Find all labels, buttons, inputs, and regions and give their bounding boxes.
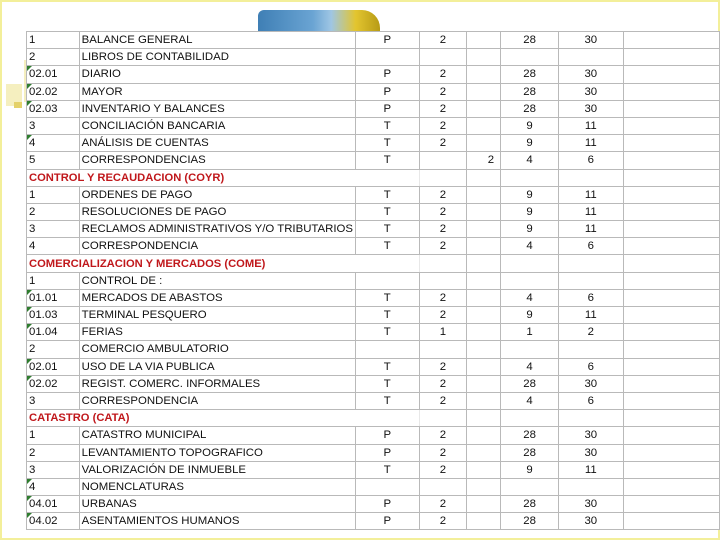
empty-cell	[623, 358, 719, 375]
description-cell: TERMINAL PESQUERO	[79, 307, 355, 324]
value-b-cell	[467, 324, 501, 341]
code-text: 4	[29, 137, 36, 150]
table-row	[27, 152, 720, 169]
code-cell	[27, 392, 80, 409]
type-cell: T	[355, 375, 419, 392]
value-c-cell	[501, 272, 559, 289]
code-cell	[27, 427, 80, 444]
type-cell: T	[355, 221, 419, 238]
value-b-cell	[467, 478, 501, 495]
section-header-row	[27, 410, 720, 427]
description-cell: NOMENCLATURAS	[79, 478, 355, 495]
empty-cell	[623, 410, 719, 427]
value-b-cell	[467, 32, 501, 49]
empty-cell	[623, 375, 719, 392]
description-cell: INVENTARIO Y BALANCES	[79, 100, 355, 117]
code-text: 1	[29, 274, 36, 287]
description-cell: VALORIZACIÓN DE INMUEBLE	[79, 461, 355, 478]
code-text: 2	[29, 446, 36, 459]
value-c-cell: 28	[501, 427, 559, 444]
value-a-cell: 2	[419, 135, 467, 152]
value-b-cell	[467, 461, 501, 478]
table-row	[27, 83, 720, 100]
value-a-cell: 2	[419, 83, 467, 100]
records-table	[26, 31, 720, 530]
value-b-cell	[467, 66, 501, 83]
table-row	[27, 32, 720, 49]
value-a-cell: 2	[419, 100, 467, 117]
value-d-cell: 11	[559, 203, 623, 220]
value-a-cell: 1	[419, 324, 467, 341]
type-cell	[355, 49, 419, 66]
value-d-cell: 30	[559, 375, 623, 392]
code-text: 3	[29, 120, 36, 133]
cell-comment-marker-icon	[27, 307, 32, 312]
table-row	[27, 186, 720, 203]
value-b-cell	[467, 496, 501, 513]
section-title: CONTROL Y RECAUDACION (COYR)	[27, 169, 420, 186]
empty-cell	[623, 169, 719, 186]
empty-cell	[623, 221, 719, 238]
type-cell: P	[355, 100, 419, 117]
value-d-cell	[559, 255, 623, 272]
description-cell: COMERCIO AMBULATORIO	[79, 341, 355, 358]
empty-cell	[623, 66, 719, 83]
code-cell	[27, 478, 80, 495]
type-cell: T	[355, 152, 419, 169]
value-b-cell	[467, 375, 501, 392]
empty-cell	[623, 324, 719, 341]
description-cell: LIBROS DE CONTABILIDAD	[79, 49, 355, 66]
code-text: 04.01	[29, 498, 58, 511]
value-c-cell	[501, 478, 559, 495]
description-cell: MERCADOS DE ABASTOS	[79, 289, 355, 306]
section-header-row	[27, 169, 720, 186]
cell-comment-marker-icon	[27, 479, 32, 484]
code-cell	[27, 100, 80, 117]
code-text: 2	[29, 51, 36, 64]
value-b-cell	[467, 410, 501, 427]
code-text: 02.03	[29, 102, 58, 115]
code-cell	[27, 358, 80, 375]
value-b-cell	[467, 255, 501, 272]
description-cell: ASENTAMIENTOS HUMANOS	[79, 513, 355, 530]
value-b-cell	[467, 307, 501, 324]
value-a-cell: 2	[419, 496, 467, 513]
type-cell	[355, 272, 419, 289]
value-d-cell	[559, 272, 623, 289]
empty-cell	[623, 478, 719, 495]
type-cell	[355, 478, 419, 495]
code-text: 2	[29, 343, 36, 356]
code-text: 04.02	[29, 515, 58, 528]
empty-cell	[623, 255, 719, 272]
value-a-cell	[419, 341, 467, 358]
section-header-row	[27, 255, 720, 272]
table-row	[27, 272, 720, 289]
empty-cell	[623, 272, 719, 289]
cell-comment-marker-icon	[27, 84, 32, 89]
value-a-cell: 2	[419, 66, 467, 83]
value-a-cell: 2	[419, 186, 467, 203]
value-a-cell: 2	[419, 238, 467, 255]
value-d-cell	[559, 478, 623, 495]
value-d-cell	[559, 49, 623, 66]
value-b-cell	[467, 392, 501, 409]
table-row	[27, 341, 720, 358]
code-text: 3	[29, 223, 36, 236]
empty-cell	[623, 496, 719, 513]
type-cell: T	[355, 392, 419, 409]
value-b-cell	[467, 186, 501, 203]
empty-cell	[623, 135, 719, 152]
value-d-cell: 30	[559, 83, 623, 100]
code-text: 4	[29, 240, 36, 253]
value-d-cell: 30	[559, 444, 623, 461]
code-text: 1	[29, 34, 36, 47]
code-cell	[27, 272, 80, 289]
value-d-cell: 30	[559, 66, 623, 83]
value-c-cell	[501, 341, 559, 358]
table-row	[27, 100, 720, 117]
value-c-cell: 4	[501, 152, 559, 169]
table-row	[27, 461, 720, 478]
value-a-cell: 2	[419, 392, 467, 409]
description-cell: MAYOR	[79, 83, 355, 100]
value-a-cell: 2	[419, 117, 467, 134]
empty-cell	[623, 49, 719, 66]
empty-cell	[623, 461, 719, 478]
table-row	[27, 478, 720, 495]
empty-cell	[623, 513, 719, 530]
table-row	[27, 307, 720, 324]
type-cell: T	[355, 358, 419, 375]
value-d-cell	[559, 169, 623, 186]
code-text: 02.01	[29, 360, 58, 373]
value-c-cell	[501, 49, 559, 66]
code-cell	[27, 289, 80, 306]
table-row	[27, 375, 720, 392]
empty-cell	[623, 444, 719, 461]
empty-cell	[623, 152, 719, 169]
value-c-cell: 9	[501, 117, 559, 134]
value-b-cell	[467, 135, 501, 152]
cell-comment-marker-icon	[27, 496, 32, 501]
empty-cell	[623, 100, 719, 117]
type-cell	[355, 341, 419, 358]
table-row	[27, 324, 720, 341]
code-text: 01.03	[29, 309, 58, 322]
empty-cell	[623, 186, 719, 203]
cell-comment-marker-icon	[27, 324, 32, 329]
description-cell: USO DE LA VIA PUBLICA	[79, 358, 355, 375]
code-text: 3	[29, 395, 36, 408]
description-cell: ANÁLISIS DE CUENTAS	[79, 135, 355, 152]
type-cell: T	[355, 238, 419, 255]
value-a-cell	[419, 272, 467, 289]
empty-cell	[623, 341, 719, 358]
code-text: 02.01	[29, 68, 58, 81]
type-cell: P	[355, 444, 419, 461]
code-cell	[27, 461, 80, 478]
value-d-cell: 11	[559, 117, 623, 134]
value-c-cell: 9	[501, 307, 559, 324]
value-c-cell	[501, 410, 559, 427]
value-c-cell: 28	[501, 100, 559, 117]
value-a-cell: 2	[419, 32, 467, 49]
value-d-cell: 6	[559, 152, 623, 169]
code-cell	[27, 307, 80, 324]
value-a-cell: 2	[419, 221, 467, 238]
code-cell	[27, 513, 80, 530]
value-b-cell	[467, 358, 501, 375]
cell-comment-marker-icon	[27, 359, 32, 364]
code-cell	[27, 496, 80, 513]
code-cell	[27, 152, 80, 169]
value-b-cell	[467, 289, 501, 306]
code-cell	[27, 444, 80, 461]
value-d-cell: 11	[559, 135, 623, 152]
code-text: 01.04	[29, 326, 58, 339]
empty-cell	[623, 307, 719, 324]
table-row	[27, 117, 720, 134]
value-a-cell: 2	[419, 427, 467, 444]
value-c-cell	[501, 169, 559, 186]
type-cell: T	[355, 289, 419, 306]
decorative-bullet	[14, 102, 22, 108]
value-a-cell	[419, 478, 467, 495]
description-cell: REGIST. COMERC. INFORMALES	[79, 375, 355, 392]
code-text: 01.01	[29, 291, 58, 304]
table-row	[27, 289, 720, 306]
code-cell	[27, 49, 80, 66]
value-d-cell: 2	[559, 324, 623, 341]
cell-comment-marker-icon	[27, 66, 32, 71]
code-cell	[27, 117, 80, 134]
type-cell: P	[355, 496, 419, 513]
value-a-cell	[419, 410, 467, 427]
code-cell	[27, 66, 80, 83]
cell-comment-marker-icon	[27, 101, 32, 106]
value-c-cell: 28	[501, 66, 559, 83]
empty-cell	[623, 83, 719, 100]
value-a-cell: 2	[419, 513, 467, 530]
value-b-cell	[467, 117, 501, 134]
table-row	[27, 444, 720, 461]
value-c-cell: 4	[501, 392, 559, 409]
description-cell: ORDENES DE PAGO	[79, 186, 355, 203]
value-a-cell	[419, 169, 467, 186]
table-row	[27, 496, 720, 513]
value-c-cell	[501, 255, 559, 272]
value-b-cell: 2	[467, 152, 501, 169]
code-text: 2	[29, 205, 36, 218]
section-title: COMERCIALIZACION Y MERCADOS (COME)	[27, 255, 420, 272]
table-row	[27, 392, 720, 409]
value-c-cell: 28	[501, 32, 559, 49]
cell-comment-marker-icon	[27, 513, 32, 518]
type-cell: P	[355, 32, 419, 49]
table-row	[27, 66, 720, 83]
value-a-cell	[419, 255, 467, 272]
value-b-cell	[467, 272, 501, 289]
cell-comment-marker-icon	[27, 135, 32, 140]
table-row	[27, 203, 720, 220]
description-cell: CORRESPONDENCIA	[79, 392, 355, 409]
code-cell	[27, 83, 80, 100]
empty-cell	[623, 427, 719, 444]
code-text: 5	[29, 154, 36, 167]
value-c-cell: 1	[501, 324, 559, 341]
code-text: 02.02	[29, 377, 58, 390]
value-c-cell: 28	[501, 444, 559, 461]
code-cell	[27, 186, 80, 203]
cell-comment-marker-icon	[27, 290, 32, 295]
empty-cell	[623, 32, 719, 49]
type-cell: P	[355, 66, 419, 83]
section-title: CATASTRO (CATA)	[27, 410, 420, 427]
table-row	[27, 358, 720, 375]
value-d-cell: 30	[559, 32, 623, 49]
value-a-cell: 2	[419, 289, 467, 306]
value-a-cell	[419, 152, 467, 169]
value-a-cell: 2	[419, 358, 467, 375]
value-c-cell: 28	[501, 513, 559, 530]
description-cell: URBANAS	[79, 496, 355, 513]
code-cell	[27, 375, 80, 392]
value-b-cell	[467, 513, 501, 530]
table-row	[27, 238, 720, 255]
empty-cell	[623, 392, 719, 409]
description-cell: RECLAMOS ADMINISTRATIVOS Y/O TRIBUTARIOS	[79, 221, 355, 238]
cell-comment-marker-icon	[27, 376, 32, 381]
description-cell: CONCILIACIÓN BANCARIA	[79, 117, 355, 134]
value-d-cell: 6	[559, 392, 623, 409]
value-a-cell	[419, 49, 467, 66]
value-b-cell	[467, 83, 501, 100]
table-row	[27, 49, 720, 66]
value-c-cell: 4	[501, 358, 559, 375]
value-d-cell: 6	[559, 358, 623, 375]
value-b-cell	[467, 100, 501, 117]
code-cell	[27, 135, 80, 152]
description-cell: CONTROL DE :	[79, 272, 355, 289]
value-c-cell: 28	[501, 83, 559, 100]
value-c-cell: 28	[501, 496, 559, 513]
description-cell: CATASTRO MUNICIPAL	[79, 427, 355, 444]
empty-cell	[623, 117, 719, 134]
value-c-cell: 28	[501, 375, 559, 392]
value-b-cell	[467, 49, 501, 66]
records-table-body	[27, 32, 720, 530]
value-c-cell: 9	[501, 135, 559, 152]
code-cell	[27, 341, 80, 358]
value-b-cell	[467, 169, 501, 186]
value-c-cell: 4	[501, 238, 559, 255]
table-row	[27, 427, 720, 444]
type-cell: T	[355, 186, 419, 203]
value-d-cell: 30	[559, 427, 623, 444]
description-cell: CORRESPONDENCIAS	[79, 152, 355, 169]
description-cell: BALANCE GENERAL	[79, 32, 355, 49]
type-cell: T	[355, 117, 419, 134]
value-a-cell: 2	[419, 375, 467, 392]
code-cell	[27, 203, 80, 220]
value-d-cell	[559, 410, 623, 427]
code-cell	[27, 324, 80, 341]
empty-cell	[623, 203, 719, 220]
value-d-cell: 6	[559, 289, 623, 306]
type-cell: P	[355, 513, 419, 530]
value-b-cell	[467, 341, 501, 358]
code-text: 1	[29, 188, 36, 201]
value-a-cell: 2	[419, 307, 467, 324]
code-cell	[27, 238, 80, 255]
code-text: 4	[29, 480, 36, 493]
table-row	[27, 135, 720, 152]
description-cell: DIARIO	[79, 66, 355, 83]
table-row	[27, 221, 720, 238]
description-cell: CORRESPONDENCIA	[79, 238, 355, 255]
type-cell: P	[355, 427, 419, 444]
empty-cell	[623, 238, 719, 255]
code-text: 1	[29, 429, 36, 442]
value-d-cell: 11	[559, 307, 623, 324]
value-c-cell: 9	[501, 221, 559, 238]
code-cell	[27, 32, 80, 49]
value-d-cell: 30	[559, 100, 623, 117]
table-row	[27, 513, 720, 530]
empty-cell	[623, 289, 719, 306]
code-text: 3	[29, 463, 36, 476]
type-cell: T	[355, 203, 419, 220]
code-text: 02.02	[29, 85, 58, 98]
value-a-cell: 2	[419, 203, 467, 220]
type-cell: P	[355, 83, 419, 100]
value-b-cell	[467, 444, 501, 461]
type-cell: T	[355, 461, 419, 478]
description-cell: FERIAS	[79, 324, 355, 341]
value-b-cell	[467, 427, 501, 444]
value-c-cell: 9	[501, 461, 559, 478]
code-cell	[27, 221, 80, 238]
value-d-cell: 11	[559, 221, 623, 238]
value-c-cell: 4	[501, 289, 559, 306]
value-d-cell: 11	[559, 186, 623, 203]
value-d-cell	[559, 341, 623, 358]
value-b-cell	[467, 203, 501, 220]
value-a-cell: 2	[419, 461, 467, 478]
description-cell: LEVANTAMIENTO TOPOGRAFICO	[79, 444, 355, 461]
type-cell: T	[355, 307, 419, 324]
value-d-cell: 6	[559, 238, 623, 255]
description-cell: RESOLUCIONES DE PAGO	[79, 203, 355, 220]
value-c-cell: 9	[501, 186, 559, 203]
value-d-cell: 30	[559, 513, 623, 530]
type-cell: T	[355, 135, 419, 152]
value-b-cell	[467, 238, 501, 255]
value-a-cell: 2	[419, 444, 467, 461]
type-cell: T	[355, 324, 419, 341]
value-d-cell: 11	[559, 461, 623, 478]
value-b-cell	[467, 221, 501, 238]
value-c-cell: 9	[501, 203, 559, 220]
value-d-cell: 30	[559, 496, 623, 513]
